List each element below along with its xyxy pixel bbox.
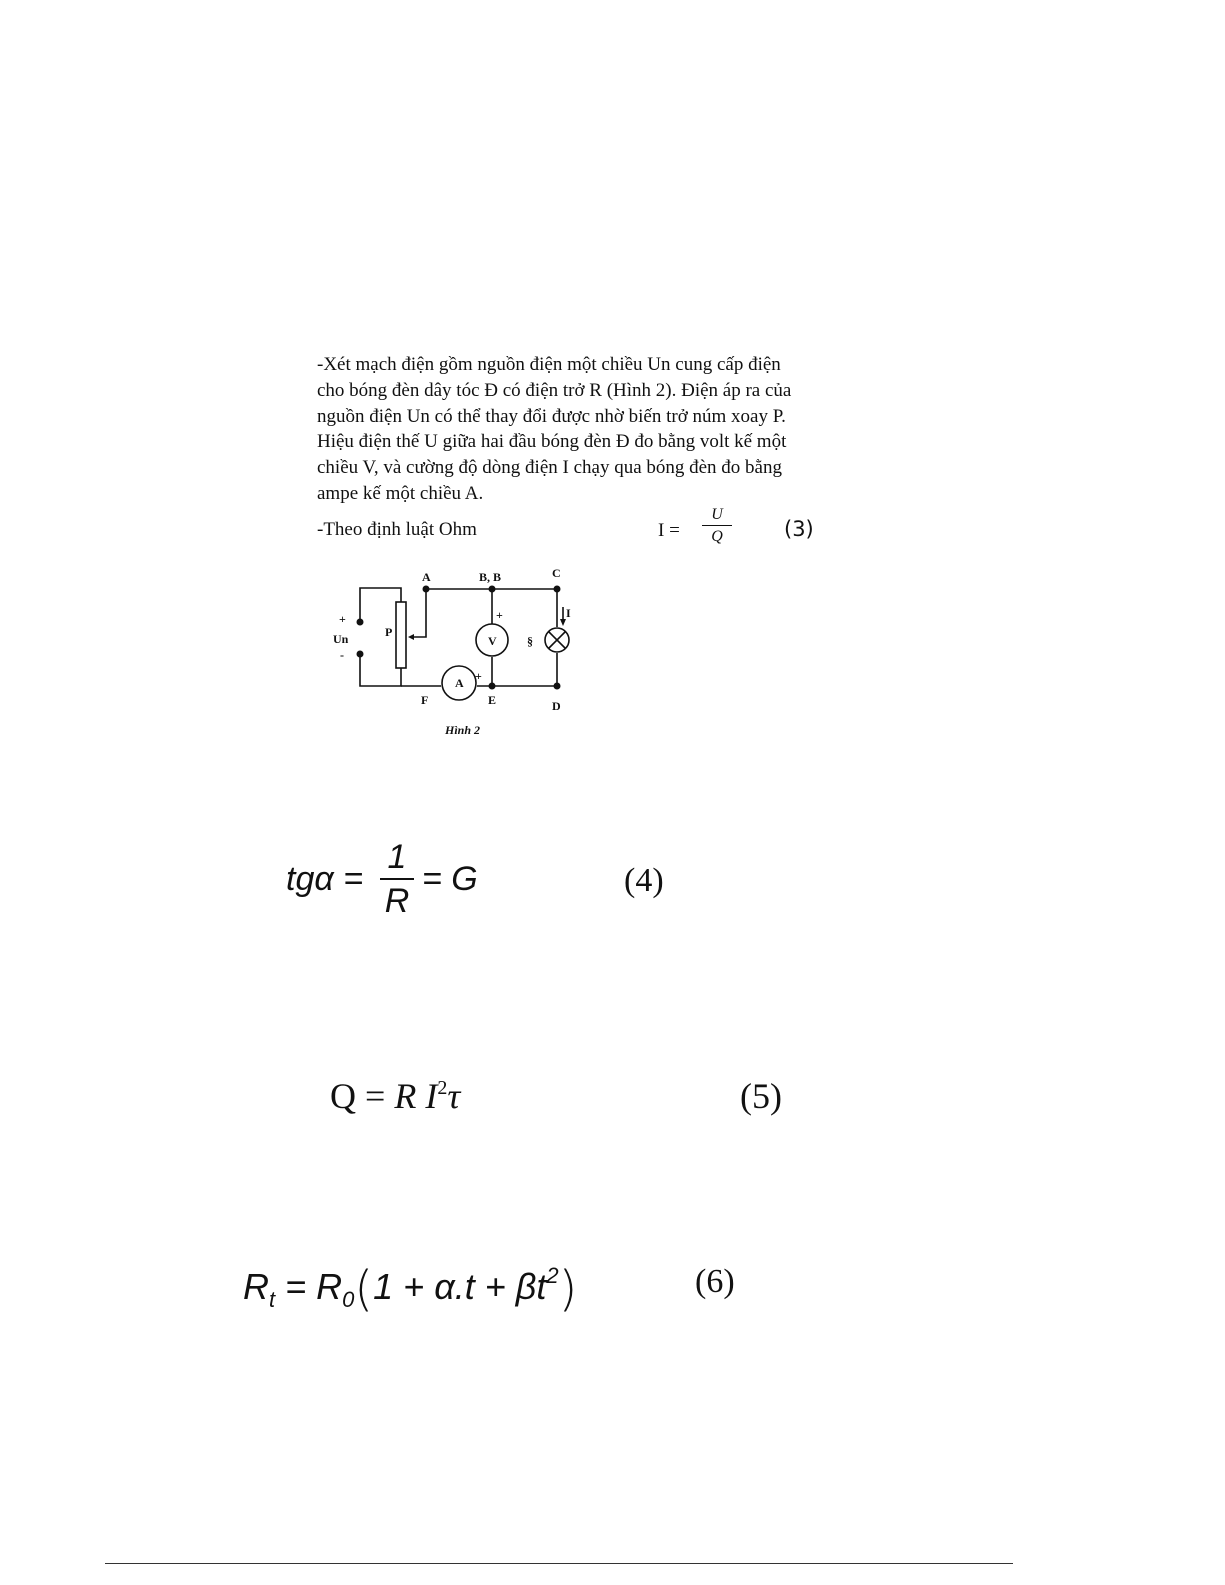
eq6-rparen: ): [558, 1261, 578, 1317]
equation-4: [286, 838, 706, 928]
paragraph-line: nguồn điện Un có thể thay đổi được nhờ biến trở núm xoay P.: [317, 405, 786, 427]
intro-paragraph: [317, 352, 882, 507]
label-minus: -: [340, 648, 344, 662]
ohm-law-label: -Theo định luật Ohm: [317, 519, 477, 540]
label-E: E: [488, 693, 497, 707]
eq5-tau: τ: [447, 1076, 461, 1116]
eq6-expression: [243, 1261, 577, 1317]
node-D: [554, 683, 561, 690]
node-E: [489, 683, 496, 690]
eq5-Q: Q: [330, 1076, 356, 1116]
eq6-R: R: [243, 1266, 269, 1307]
label-I: I: [566, 606, 571, 620]
eq4-denominator: R: [384, 882, 410, 920]
eq5-equals: =: [356, 1076, 395, 1116]
rheostat: [396, 602, 406, 668]
eq5-I: I: [425, 1076, 438, 1116]
node-B: [489, 586, 496, 593]
label-ammeter: A: [455, 676, 464, 690]
paragraph-line: ampe kế một chiều A.: [317, 482, 484, 504]
eq3-lhs: I =: [658, 520, 680, 541]
label-V: V: [488, 634, 497, 648]
eq5-exponent: 2: [437, 1077, 448, 1099]
equation-5: [330, 1075, 800, 1125]
eq4-lhs: tgα =: [286, 860, 364, 898]
terminal-plus: [357, 619, 364, 626]
eq6-lparen: (: [354, 1261, 374, 1317]
figure-caption: Hình 2: [445, 723, 481, 737]
current-arrowhead: [560, 619, 566, 626]
label-P: P: [385, 625, 393, 639]
paragraph-line: Hiệu điện thế U giữa hai đầu bóng đèn Đ đo bằng volt kế một: [317, 431, 787, 453]
label-BB: B, B: [479, 570, 502, 584]
paragraph-line: cho bóng đèn dây tóc Đ có điện trở R (Hình 2). Điện áp ra của: [317, 379, 792, 401]
wire-source-left: [360, 588, 401, 622]
paragraph-line: -Xét mạch điện gồm nguồn điện một chiều Un cung cấp điện: [317, 354, 781, 375]
paragraph-line: chiều V, và cường độ dòng điện I chạy qua bóng đèn đo bằng: [317, 457, 782, 479]
eq5-expression: [330, 1075, 460, 1117]
eq6-zero-sub: 0: [342, 1287, 355, 1312]
footer-divider: [105, 1563, 1013, 1564]
wire-wiper: [410, 589, 426, 637]
terminal-minus: [357, 651, 364, 658]
eq3-denominator: Q: [711, 528, 723, 545]
node-C: [554, 586, 561, 593]
eq6-body: 1 + α.t + βt: [373, 1266, 547, 1307]
wiper-arrowhead: [408, 634, 414, 640]
eq6-exponent: 2: [546, 1263, 559, 1288]
eq4-numerator: 1: [387, 838, 407, 876]
label-a-plus: +: [475, 669, 482, 683]
eq4-fraction-bar: [380, 878, 414, 880]
eq3-fraction: [702, 505, 732, 548]
eq6-R0: R: [316, 1266, 343, 1307]
label-D: D: [552, 699, 561, 713]
label-C: C: [552, 566, 561, 580]
label-F: F: [421, 693, 429, 707]
eq6-t-sub: t: [269, 1287, 276, 1312]
eq6-tag: (6): [695, 1263, 735, 1300]
equation-6: [243, 1255, 763, 1315]
wire-source-bottom: [360, 654, 401, 686]
eq3-tag: (3): [784, 517, 814, 541]
label-Un: Un: [333, 632, 349, 646]
eq4-tag: (4): [624, 862, 664, 899]
label-plus: +: [339, 612, 346, 626]
eq5-tag: (5): [740, 1076, 782, 1116]
eq4-rhs: = G: [422, 860, 478, 898]
label-A: A: [422, 570, 431, 584]
eq6-equals: =: [275, 1266, 317, 1307]
label-v-plus: +: [496, 608, 503, 622]
node-A: [423, 586, 430, 593]
circuit-diagram: [320, 562, 580, 742]
eq3-numerator: U: [711, 506, 723, 523]
eq5-R: R: [394, 1076, 417, 1116]
label-lamp-mark: §: [527, 634, 533, 648]
